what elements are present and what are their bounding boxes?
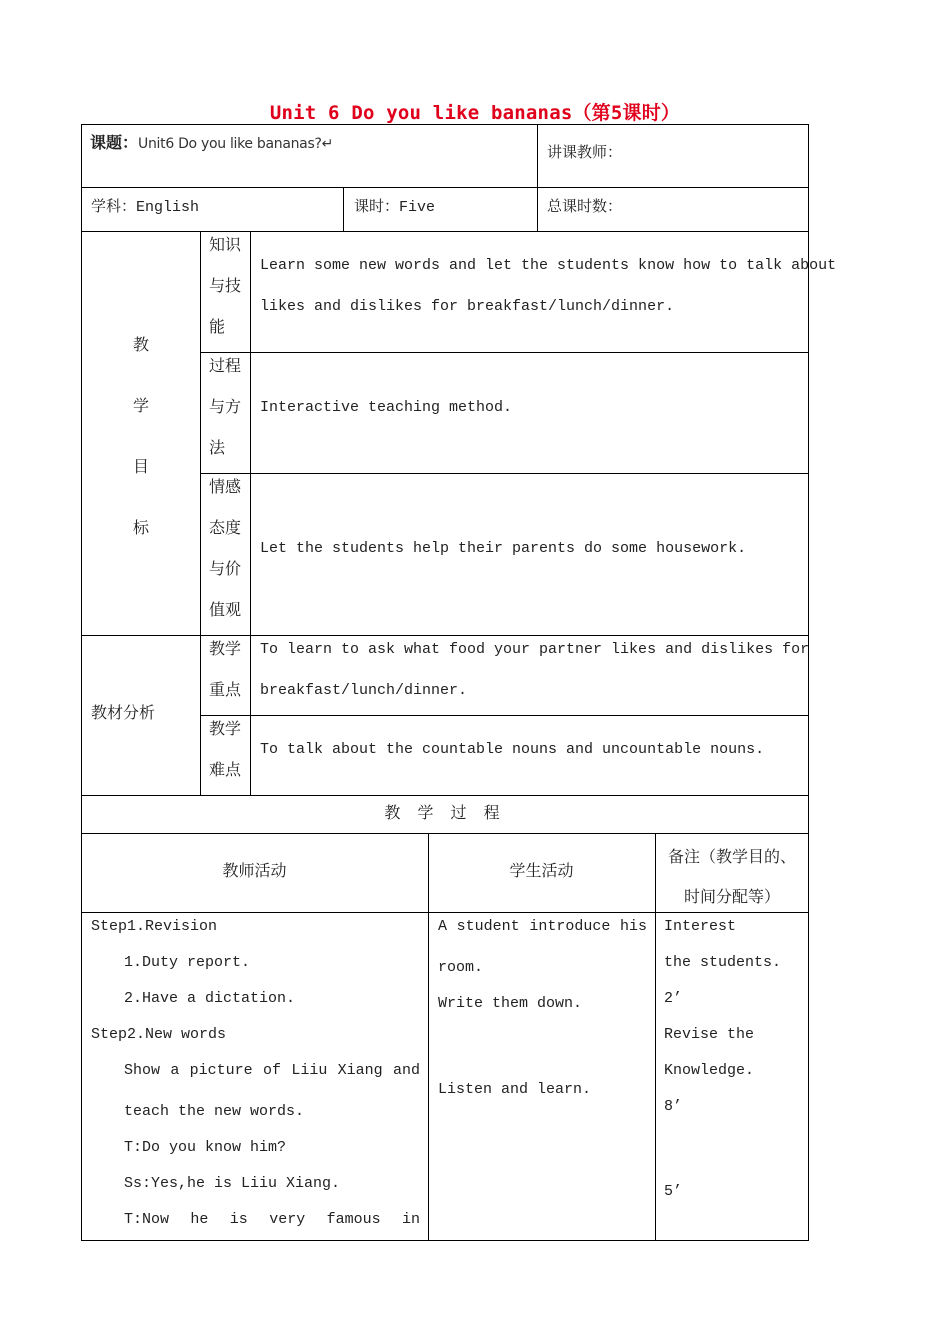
objectives-char: 教 [132, 335, 149, 354]
row-divider [81, 187, 809, 188]
note-line: Interest [664, 918, 737, 935]
row-divider [200, 715, 809, 716]
objectives-char: 目 [132, 457, 149, 476]
objectives-group-label [130, 314, 152, 558]
knowledge-text-line-2: likes and dislikes for breakfast/lunch/dinner. [260, 298, 675, 315]
row-divider [81, 231, 809, 232]
column-divider [537, 124, 538, 188]
process-heading: 教 学 过 程 [384, 803, 506, 822]
key-point-label-line: 重点 [209, 680, 242, 699]
emotion-label [209, 466, 241, 630]
teacher-activity-line: 1.Duty report. [124, 954, 251, 971]
student-activity-line: Write them down. [438, 995, 583, 1012]
difficult-point-label-line: 教学 [209, 719, 242, 738]
objectives-char: 标 [132, 518, 149, 537]
note-line: Knowledge. [664, 1062, 755, 1079]
emotion-text: Let the students help their parents do some housework. [260, 540, 747, 557]
emotion-label-line: 态度 [209, 518, 242, 537]
difficult-point-label [209, 708, 241, 790]
column-divider [428, 833, 429, 1241]
key-point-text-line-1: To learn to ask what food your partner likes and dislikes for [260, 641, 810, 658]
knowledge-label-line: 与技 [209, 276, 242, 295]
emotion-label-line: 与价 [209, 559, 242, 578]
column-divider [343, 187, 344, 232]
topic-value: Unit6 Do you like bananas?↵ [138, 136, 334, 152]
key-point-label [209, 628, 241, 710]
teacher-activity-line: Show a picture of Liiu Xiang and [124, 1062, 420, 1079]
row-divider [81, 635, 809, 636]
note-line: Revise the [664, 1026, 755, 1043]
student-activity-line: room. [438, 959, 484, 976]
teacher-label: 讲课教师： [547, 143, 623, 161]
emotion-label-line: 值观 [209, 600, 242, 619]
period-label: 课时：Five [354, 199, 436, 216]
process-label-line: 法 [209, 438, 226, 457]
knowledge-text-line-1: Learn some new words and let the students know how to talk about [260, 257, 837, 274]
notes-header-line: 时间分配等） [683, 887, 780, 906]
analysis-group-label: 教材分析 [91, 703, 156, 722]
teacher-activity-line: Ss:Yes,he is Liiu Xiang. [124, 1175, 341, 1192]
process-text: Interactive teaching method. [260, 399, 513, 416]
objectives-char: 学 [132, 396, 149, 415]
note-line: 8’ [664, 1098, 683, 1115]
key-point-label-line: 教学 [209, 639, 242, 658]
knowledge-label-line: 能 [209, 317, 226, 336]
knowledge-label [209, 224, 241, 347]
note-line: 5’ [664, 1183, 683, 1200]
column-divider [200, 231, 201, 796]
notes-header-line: 备注（教学目的、 [667, 847, 796, 866]
teacher-activity-header: 教师活动 [222, 861, 287, 880]
topic-label-text: 课题： [90, 133, 139, 152]
note-line: 2’ [664, 990, 683, 1007]
page-title: Unit 6 Do you like bananas（第5课时） [269, 102, 681, 124]
student-activity-line: Listen and learn. [438, 1081, 592, 1098]
difficult-point-label-line: 难点 [209, 760, 242, 779]
subject-label: 学科：English [91, 199, 200, 216]
total-periods-label: 总课时数： [547, 197, 623, 215]
process-label-line: 与方 [209, 397, 242, 416]
student-activity-header: 学生活动 [509, 861, 574, 880]
topic-label [90, 130, 333, 153]
row-divider [81, 795, 809, 796]
student-activity-line: A student introduce his [438, 918, 647, 935]
column-divider [537, 187, 538, 232]
teacher-activity-line: T:Now he is very famous in [124, 1211, 420, 1228]
teacher-activity-line: Step1.Revision [91, 918, 218, 935]
process-label [209, 345, 241, 468]
key-point-text-line-2: breakfast/lunch/dinner. [260, 682, 468, 699]
column-divider [250, 231, 251, 796]
row-divider [81, 833, 809, 834]
note-line: the students. [664, 954, 782, 971]
teacher-activity-line: teach the new words. [124, 1103, 305, 1120]
teacher-activity-line: T:Do you know him? [124, 1139, 287, 1156]
process-label-line: 过程 [209, 356, 242, 375]
teacher-activity-line: 2.Have a dictation. [124, 990, 296, 1007]
knowledge-label-line: 知识 [209, 235, 242, 254]
difficult-point-text: To talk about the countable nouns and uncountable nouns. [260, 741, 765, 758]
notes-header [655, 837, 809, 917]
emotion-label-line: 情感 [209, 477, 242, 496]
row-divider [200, 352, 809, 353]
teacher-activity-line: Step2.New words [91, 1026, 227, 1043]
row-divider [200, 473, 809, 474]
